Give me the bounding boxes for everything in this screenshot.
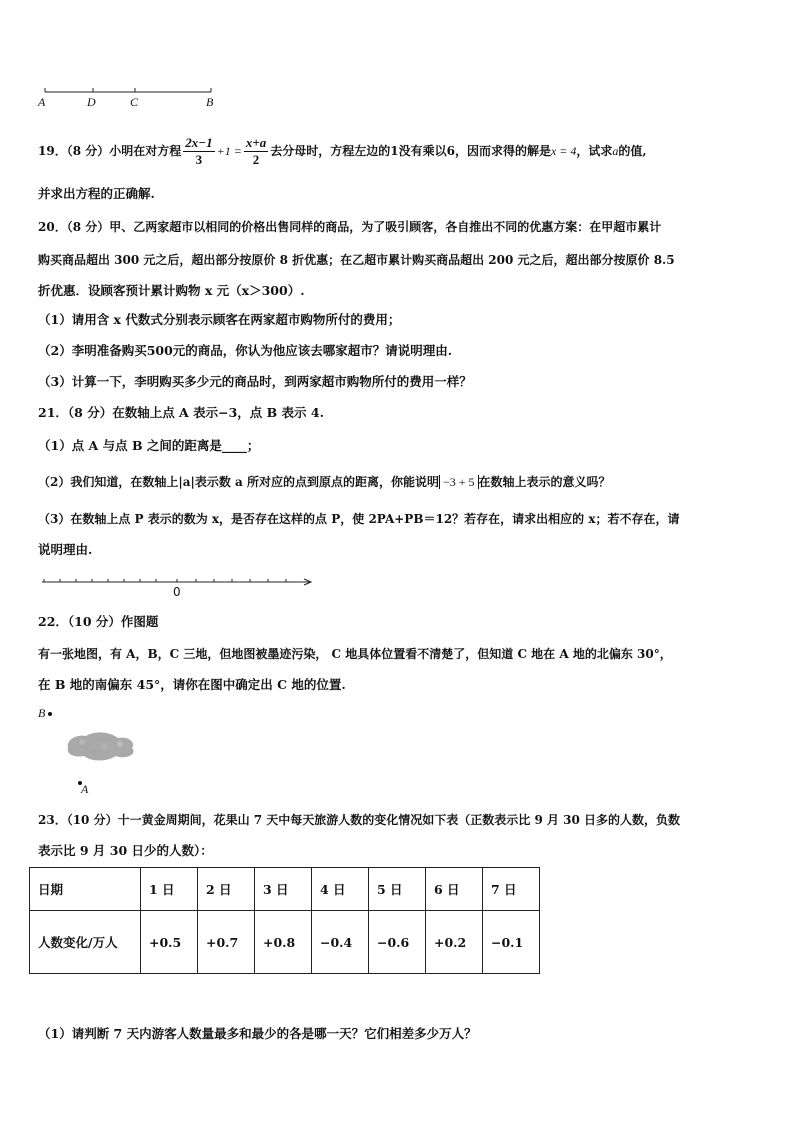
- map-point-b: [48, 712, 52, 716]
- table-cell: 2 日: [198, 868, 255, 911]
- q21-absolute-value: −3 + 5: [439, 475, 479, 489]
- q19-fraction-1: [183, 135, 214, 168]
- q19-middle-text: 去分母时，方程左边的1没有乘以6，因而求得的解是: [270, 144, 551, 158]
- q21-part2-tail: 在数轴上表示的意义吗？: [478, 475, 611, 489]
- table-cell: 4 日: [312, 868, 369, 911]
- q21-part2-text: （2）我们知道，在数轴上|a|表示数 a 所对应的点到原点的距离，你能说明: [38, 475, 439, 489]
- q23-line1: 23．（10 分）十一黄金周期间，花果山 7 天中每天旅游人数的变化情况如下表（正数表示比 9 月 30 日多的人数，负数: [38, 813, 681, 827]
- q19-line1: [38, 135, 647, 168]
- table-cell: +0.8: [255, 911, 312, 974]
- table-cell: +0.2: [426, 911, 483, 974]
- q19-variable: a: [612, 144, 619, 158]
- table-cell: 人数变化/万人: [30, 911, 141, 974]
- q19-fraction-2: [244, 135, 268, 168]
- q23-line2: 表示比 9 月 30 日少的人数）：: [38, 843, 213, 858]
- segment-label-d: D: [87, 95, 96, 109]
- q19-solution: x = 4: [550, 144, 577, 158]
- q21-part2: [38, 474, 611, 490]
- q20-part3: （3）计算一下，李明购买多少元的商品时，到两家超市购物所付的费用一样？: [38, 374, 472, 389]
- q19-plus-one: +1 =: [216, 144, 242, 158]
- segment-label-c: C: [130, 95, 139, 109]
- fraction-numerator: 2x−1: [185, 135, 213, 150]
- q20-part1: （1）请用含 x 代数式分别表示顾客在两家超市购物所付的费用；: [38, 312, 401, 327]
- table-row: [30, 911, 540, 974]
- q21-part1: （1）点 A 与点 B 之间的距离是____；: [38, 438, 260, 453]
- q20-part2: （2）李明准备购买500元的商品，你认为他应该去哪家超市？请说明理由.: [38, 343, 453, 358]
- fraction-numerator: x+a: [245, 135, 267, 150]
- q22-line1: 22．（10 分）作图题: [38, 614, 159, 629]
- visitor-change-table: [29, 867, 540, 974]
- q21-part3-line2: 说明理由.: [38, 542, 93, 557]
- fraction-denominator: 3: [195, 152, 203, 167]
- table-cell: −0.6: [369, 911, 426, 974]
- q20-line1: 20．（8 分）甲、乙两家超市以相同的价格出售同样的商品，为了吸引顾客，各自推出不同的优惠方案：在甲超市累计: [38, 220, 662, 234]
- map-point-b-label: B: [38, 706, 46, 720]
- table-cell: −0.1: [483, 911, 540, 974]
- q20-line2: 购买商品超出 300 元之后，超出部分按原价 8 折优惠；在乙超市累计购买商品超出 200 元之后，超出部分按原价 8.5: [38, 253, 675, 267]
- table-cell: 1 日: [141, 868, 198, 911]
- q22-line3: 在 B 地的南偏东 45°，请你在图中确定出 C 地的位置.: [38, 677, 346, 692]
- segment-label-b: B: [206, 95, 214, 109]
- q20-line3: 折优惠．设顾客预计累计购物 x 元（x＞300）.: [38, 283, 305, 298]
- table-cell: +0.5: [141, 911, 198, 974]
- table-cell: 日期: [30, 868, 141, 911]
- q19-tail2: 的值,: [618, 144, 647, 158]
- map-point-a-label: A: [81, 782, 89, 796]
- q19-line2: 并求出方程的正确解.: [38, 186, 155, 201]
- q23-part1: （1）请判断 7 天内游客人数量最多和最少的各是哪一天？它们相差多少万人？: [38, 1026, 477, 1041]
- table-cell: 7 日: [483, 868, 540, 911]
- table-cell: 5 日: [369, 868, 426, 911]
- ink-stain: [62, 726, 142, 766]
- q22-line2: 有一张地图，有 A，B，C 三地，但地图被墨迹污染， C 地具体位置看不清楚了，但知道 C 地在 A 地的北偏东 30°，: [38, 647, 672, 661]
- table-cell: 6 日: [426, 868, 483, 911]
- q21-line1: 21．（8 分）在数轴上点 A 表示−3，点 B 表示 4.: [38, 405, 324, 420]
- number-line-origin: 0: [173, 585, 181, 599]
- table-cell: +0.7: [198, 911, 255, 974]
- table-header-row: [30, 868, 540, 911]
- segment-label-a: A: [38, 95, 46, 109]
- q21-part3: （3）在数轴上点 P 表示的数为 x，是否存在这样的点 P，使 2PA+PB＝12？若存在，请求出相应的 x；若不存在，请: [38, 512, 680, 526]
- q19-prefix: 19．（8 分）小明在对方程: [38, 144, 182, 158]
- table-cell: 3 日: [255, 868, 312, 911]
- table-cell: −0.4: [312, 911, 369, 974]
- q19-tail: ，试求: [576, 144, 613, 158]
- fraction-denominator: 2: [252, 152, 260, 167]
